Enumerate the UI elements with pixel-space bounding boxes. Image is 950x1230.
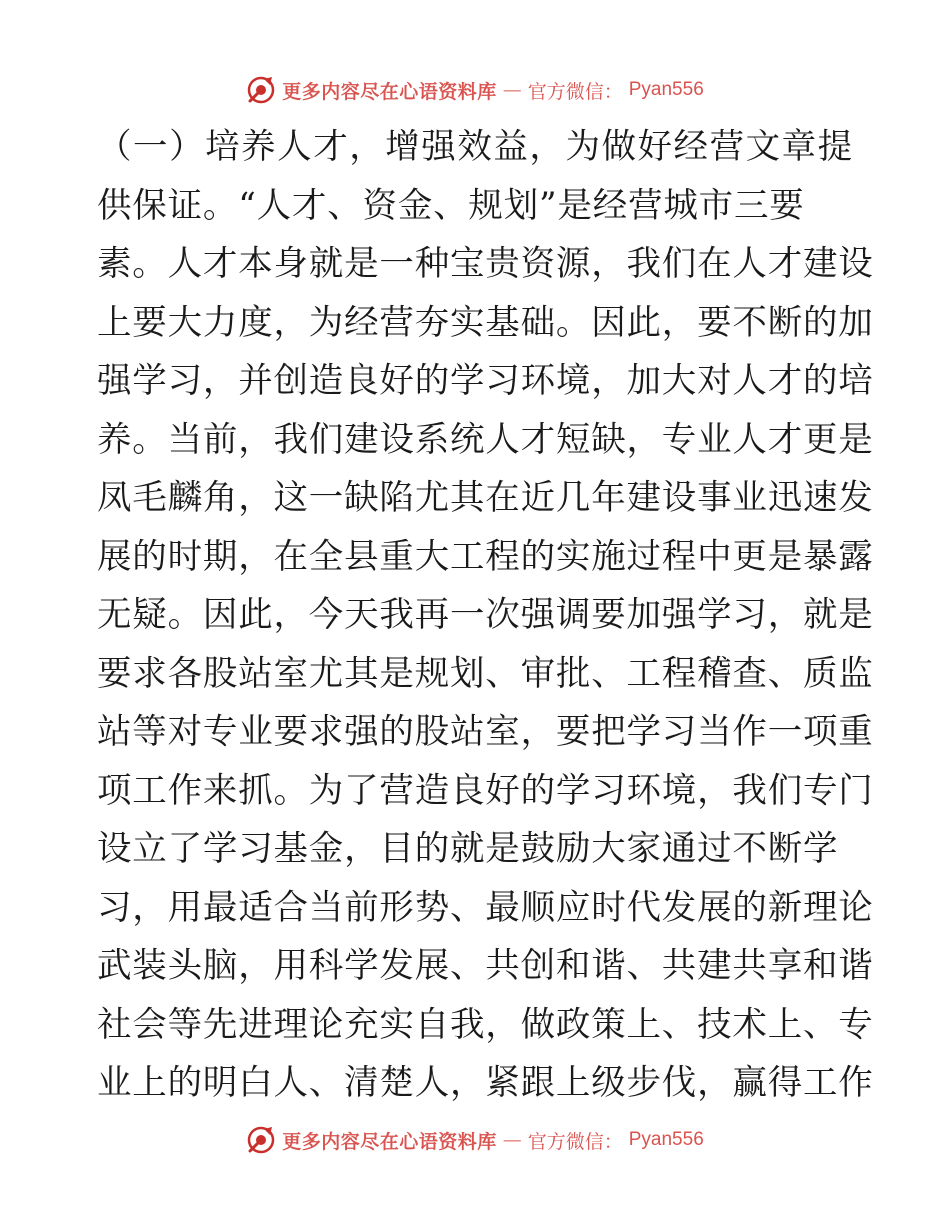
pen-circle-logo-icon [246, 75, 276, 105]
paragraph-line: 展的时期，在全县重大工程的实施过程中更是暴露 [97, 536, 874, 577]
header-watermark [0, 70, 950, 110]
paragraph-line: 凤毛麟角，这一缺陷尤其在近几年建设事业迅速发 [97, 478, 874, 518]
watermark-wechat-id: Pyan556 [628, 79, 704, 100]
watermark-wechat-label: 官方微信： [527, 80, 623, 103]
paragraph-line: 素。人才本身就是一种宝贵资源，我们在人才建设 [97, 244, 874, 284]
watermark-wechat-id: Pyan556 [628, 1129, 704, 1150]
paragraph-line: 无疑。因此，今天我再一次强调要加强学习，就是 [97, 595, 874, 635]
watermark-wechat-label: 官方微信： [527, 1130, 623, 1153]
paragraph-line: 业上的明白人、清楚人，紧跟上级步伐，赢得工作 [97, 1063, 874, 1103]
watermark-site-name: 更多内容尽在心语资料库 [282, 1130, 497, 1153]
paragraph-line: 站等对专业要求强的股站室，要把学习当作一项重 [97, 712, 874, 752]
paragraph-line: 强学习，并创造良好的学习环境，加大对人才的培 [97, 361, 874, 401]
paragraph-line: 养。当前，我们建设系统人才短缺，专业人才更是 [97, 419, 874, 460]
paragraph-line: 习，用最适合当前形势、最顺应时代发展的新理论 [97, 887, 874, 928]
paragraph-line: 社会等先进理论充实自我，做政策上、技术上、专 [97, 1004, 874, 1045]
watermark-separator: — [502, 1129, 522, 1151]
watermark-site-name: 更多内容尽在心语资料库 [282, 80, 497, 103]
paragraph-line: 武装头脑，用科学发展、共创和谐、共建共享和谐 [97, 946, 874, 986]
pen-circle-logo-icon [246, 1125, 276, 1155]
paragraph-line: 项工作来抓。为了营造良好的学习环境，我们专门 [97, 770, 874, 811]
paragraph-line: 供保证。“人才、资金、规划”是经营城市三要 [97, 185, 805, 226]
paragraph-line: 要求各股站室尤其是规划、审批、工程稽查、质监 [97, 653, 874, 694]
paragraph-line: （一）培养人才，增强效益，为做好经营文章提 [97, 127, 853, 167]
watermark-separator: — [502, 79, 522, 101]
paragraph-line: 上要大力度，为经营夯实基础。因此，要不断的加 [97, 302, 874, 343]
footer-watermark [0, 1120, 950, 1160]
document-paragraph [97, 118, 874, 1113]
paragraph-line: 设立了学习基金，目的就是鼓励大家通过不断学 [97, 829, 839, 869]
